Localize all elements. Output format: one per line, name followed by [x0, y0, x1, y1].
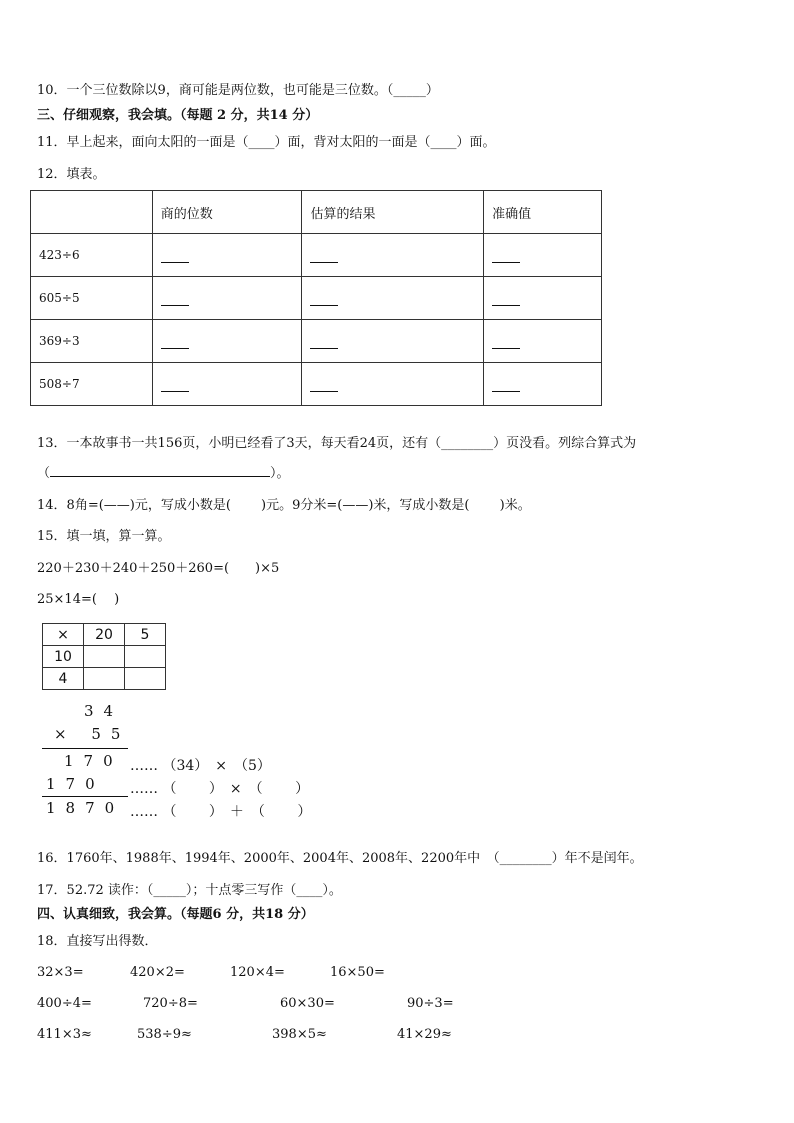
calc-item: 400÷4= [37, 996, 92, 1011]
table-row [31, 320, 602, 363]
grid-cell: 10 [43, 646, 84, 668]
calc-item: 398×5≈ [272, 1027, 327, 1042]
calc-item: 41×29≈ [397, 1027, 452, 1042]
grid-cell: × [43, 624, 84, 646]
answer-cell[interactable] [302, 320, 484, 363]
vertical-rule-2 [42, 796, 128, 797]
answer-cell[interactable] [484, 320, 602, 363]
section-4-heading: 四、认真细致，我会算。（每题6 分，共18 分） [37, 907, 314, 922]
row-label: 423÷6 [31, 234, 153, 277]
question-15: 15．填一填，算一算。 [37, 529, 171, 544]
calc-item: 411×3≈ [37, 1027, 92, 1042]
answer-cell[interactable] [152, 320, 302, 363]
vertical-multiplier: × 55 [54, 725, 131, 743]
multiplication-grid [42, 623, 166, 690]
answer-cell[interactable] [484, 363, 602, 406]
answer-cell[interactable] [152, 277, 302, 320]
vertical-rule-1 [42, 748, 128, 749]
table-row [31, 277, 602, 320]
answer-cell[interactable] [484, 234, 602, 277]
table-header-row [31, 191, 602, 234]
vertical-multiplicand: 34 [84, 702, 124, 720]
table-row [31, 363, 602, 406]
row-label: 605÷5 [31, 277, 153, 320]
calc-item: 720÷8= [143, 996, 198, 1011]
calc-item: 420×2= [130, 965, 185, 980]
calc-item: 538÷9≈ [137, 1027, 192, 1042]
section-3-heading: 三、仔细观察，我会填。（每题 2 分，共14 分） [37, 108, 319, 123]
vertical-partial-1: 170 [64, 752, 123, 770]
grid-row [43, 668, 166, 690]
question-16: 16．1760年、1988年、1994年、2000年、2004年、2008年、2200年中 （________）年不是闰年。 [37, 851, 643, 866]
table-row [31, 234, 602, 277]
row-label: 369÷3 [31, 320, 153, 363]
table-header-cell: 商的位数 [152, 191, 302, 234]
grid-answer-cell[interactable] [125, 668, 166, 690]
q15-product-line: 25×14=( ) [37, 592, 120, 607]
vertical-note-1: …… （34） × （5） [130, 758, 271, 774]
grid-answer-cell[interactable] [84, 668, 125, 690]
answer-cell[interactable] [302, 363, 484, 406]
question-10: 10．一个三位数除以9，商可能是两位数，也可能是三位数。（_____） [37, 83, 439, 98]
vertical-note-3: …… （ ） ＋ （ ） [130, 804, 312, 820]
question-18: 18．直接写出得数． [37, 934, 158, 949]
row-label: 508÷7 [31, 363, 153, 406]
question-12: 12．填表。 [37, 167, 106, 182]
table-header-cell [31, 191, 153, 234]
q13-close-paren: ）。 [270, 466, 290, 481]
grid-cell: 4 [43, 668, 84, 690]
question-13-line2 [37, 464, 290, 483]
calc-item: 90÷3= [407, 996, 454, 1011]
calc-item: 60×30= [280, 996, 335, 1011]
grid-row [43, 646, 166, 668]
fill-table [30, 190, 602, 406]
question-17: 17．52.72 读作：（_____）；十点零三写作（____）。 [37, 883, 342, 898]
answer-cell[interactable] [302, 234, 484, 277]
grid-cell: 20 [84, 624, 125, 646]
vertical-note-2: …… （ ） × （ ） [130, 781, 310, 797]
table-header-cell: 估算的结果 [302, 191, 484, 234]
answer-cell[interactable] [152, 363, 302, 406]
calc-item: 32×3= [37, 965, 84, 980]
question-11: 11．早上起来，面向太阳的一面是（____）面，背对太阳的一面是（____）面。 [37, 135, 496, 150]
q13-formula-blank[interactable] [50, 464, 270, 477]
grid-header-row [43, 624, 166, 646]
answer-cell[interactable] [484, 277, 602, 320]
vertical-sum: 1870 [46, 799, 125, 817]
calc-item: 16×50= [330, 965, 385, 980]
q13-open-paren: （ [37, 466, 51, 481]
vertical-partial-2: 170 [46, 775, 105, 793]
grid-answer-cell[interactable] [125, 646, 166, 668]
grid-cell: 5 [125, 624, 166, 646]
question-14: 14．8角=(——)元，写成小数是( )元。9分米=(——)米，写成小数是( )米。 [37, 498, 531, 513]
answer-cell[interactable] [152, 234, 302, 277]
question-13-line1: 13．一本故事书一共156页，小明已经看了3天，每天看24页，还有（________）页没看。列综合算式为 [37, 436, 637, 451]
calc-item: 120×4= [230, 965, 285, 980]
q15-sum-line: 220＋230＋240＋250＋260=( )×5 [37, 561, 280, 576]
answer-cell[interactable] [302, 277, 484, 320]
grid-answer-cell[interactable] [84, 646, 125, 668]
table-header-cell: 准确值 [484, 191, 602, 234]
